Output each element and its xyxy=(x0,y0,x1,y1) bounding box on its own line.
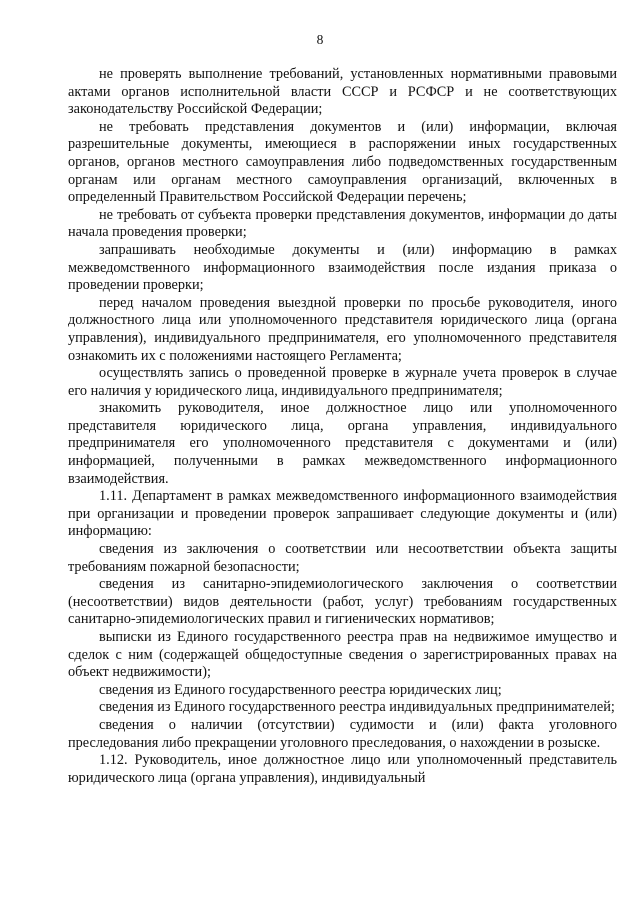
paragraph: перед началом проведения выездной проверки по просьбе руководителя, иного должностного лица или уполномоченного представителя юридического лица (органа управления), индивидуального предпринимателя, его уполномоченного представителя ознакомить их с положениями настоящего Регламента; xyxy=(68,294,617,364)
paragraph: не требовать от субъекта проверки представления документов, информации до даты начала проведения проверки; xyxy=(68,206,617,241)
page-number: 8 xyxy=(316,32,324,47)
section-1-11-paragraph: 1.11. Департамент в рамках межведомственного информационного взаимодействия при организации и проведении проверок запрашивает следующие документы и (или) информацию: xyxy=(68,488,617,540)
paragraph: не требовать представления документов и (или) информации, включая разрешительные документы, имеющиеся в распоряжении иных государственных органов, органов местного самоуправления либо подведомственных государственным органам или органам местного самоуправления организаций, включенных в определенный Правительством Российской Федерации перечень; xyxy=(68,118,617,206)
section-1-12-paragraph: 1.12. Руководитель, иное должностное лицо или уполномоченный представитель юридического лица (органа управления), индивидуальный xyxy=(68,752,617,786)
paragraph: осуществлять запись о проведенной проверке в журнале учета проверок в случае его наличия у юридического лица, индивидуального предпринимателя; xyxy=(68,365,617,399)
paragraph: сведения из заключения о соответствии или несоответствии объекта защиты требованиям пожарной безопасности; xyxy=(68,541,617,575)
paragraph: выписки из Единого государственного реестра прав на недвижимое имущество и сделок с ним (содержащей общедоступные сведения о зарегистрированных правах на объект недвижимости); xyxy=(68,629,617,681)
paragraph: знакомить руководителя, иное должностное лицо или уполномоченного представителя юридического лица, органа управления, индивидуального предпринимателя его уполномоченного представителя с документами и (или) информацией, полученными в рамках межведомственного информационного взаимодействия. xyxy=(68,400,617,487)
paragraph: не проверять выполнение требований, установленных нормативными правовыми актами органов исполнительной власти СССР и РСФСР и не соответствующих законодательству Российской Федерации; xyxy=(68,66,617,118)
paragraph: запрашивать необходимые документы и (или) информацию в рамках межведомственного информационного взаимодействия после издания приказа о проведении проверки; xyxy=(68,241,617,294)
document-body xyxy=(68,66,617,787)
paragraph: сведения из санитарно-эпидемиологического заключения о соответствии (несоответствии) видов деятельности (работ, услуг) требованиям государственных санитарно-эпидемиологических правил и гигиенических нормативов; xyxy=(68,576,617,628)
paragraph: сведения о наличии (отсутствии) судимости и (или) факта уголовного преследования либо прекращении уголовного преследования, о нахождении в розыске. xyxy=(68,716,617,751)
paragraph: сведения из Единого государственного реестра юридических лиц; xyxy=(99,681,502,698)
paragraph: сведения из Единого государственного реестра индивидуальных предпринимателей; xyxy=(99,699,615,716)
